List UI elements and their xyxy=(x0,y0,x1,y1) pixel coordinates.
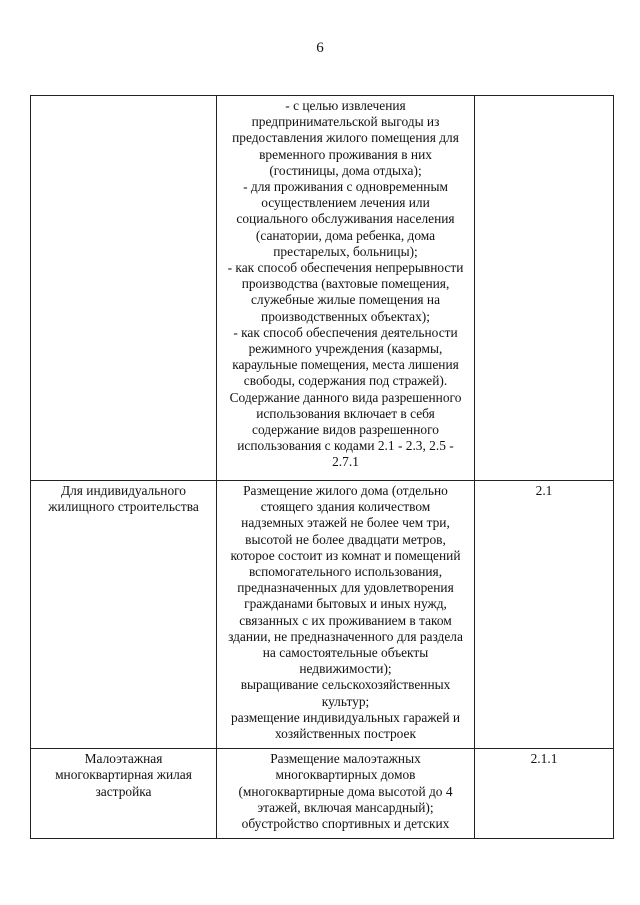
description-line: 2.7.1 xyxy=(332,454,359,470)
description-line: предназначенных для удовлетворения xyxy=(237,580,454,596)
description-line: престарелых, больницы); xyxy=(273,243,418,259)
description-line: связанных с их проживанием в таком xyxy=(239,612,452,628)
description-cell xyxy=(217,481,475,749)
use-code: 2.1.1 xyxy=(530,751,558,767)
description-line: предпринимательской выгоды из xyxy=(251,114,440,130)
use-name-line: многоквартирная жилая xyxy=(55,767,192,783)
description-line: (многоквартирные дома высотой до 4 xyxy=(238,783,453,799)
description-line: служебные жилые помещения на xyxy=(250,292,441,308)
description-line: хозяйственных построек xyxy=(274,726,416,742)
page-number: 6 xyxy=(316,40,324,56)
description-line: караульные помещения, места лишения xyxy=(232,357,459,373)
code-cell xyxy=(475,96,614,481)
description-line: (санатории, дома ребенка, дома xyxy=(255,227,436,243)
description-line: многоквартирных домов xyxy=(275,767,416,783)
use-name-cell xyxy=(31,96,217,481)
description-line: культур; xyxy=(321,693,370,709)
land-use-table xyxy=(30,95,614,839)
description-cell xyxy=(217,749,475,839)
description-line: - как способ обеспечения непрерывности xyxy=(227,260,464,276)
code-cell xyxy=(475,481,614,749)
description-line: - как способ обеспечения деятельности xyxy=(233,324,458,340)
use-name-line: жилищного строительства xyxy=(48,499,199,515)
description-line: обустройство спортивных и детских xyxy=(241,816,450,832)
description-line: стоящего здания количеством xyxy=(260,499,431,515)
description-line: производства (вахтовые помещения, xyxy=(241,276,450,292)
description-line: (гостиницы, дома отдыха); xyxy=(269,162,422,178)
description-line: предоставления жилого помещения для xyxy=(232,130,459,146)
description-line: Содержание данного вида разрешенного xyxy=(229,389,462,405)
description-line: вспомогательного использования, xyxy=(248,564,443,580)
description-line: свободы, содержания под стражей). xyxy=(243,373,448,389)
use-name-cell xyxy=(31,481,217,749)
description-line: использования включает в себя xyxy=(256,405,435,421)
description-line: размещение индивидуальных гаражей и xyxy=(231,709,460,725)
description-line: надземных этажей не более чем три, xyxy=(241,515,450,531)
description-cell xyxy=(217,96,475,481)
description-line: осуществлением лечения или xyxy=(261,195,430,211)
use-name-cell xyxy=(31,749,217,839)
table-row xyxy=(31,481,614,749)
description-line: этажей, включая мансардный); xyxy=(257,799,434,815)
description-line: временного проживания в них xyxy=(259,146,432,162)
description-line: выращивание сельскохозяйственных xyxy=(240,677,451,693)
use-name-line: застройка xyxy=(95,783,152,799)
description-line: высотой не более двадцати метров, xyxy=(245,531,446,547)
description-line: гражданами бытовых и иных нужд, xyxy=(244,596,447,612)
use-name-line: Малоэтажная xyxy=(84,751,163,767)
description-line: которое состоит из комнат и помещений xyxy=(230,547,461,563)
code-cell xyxy=(475,749,614,839)
description-line: - для проживания с одновременным xyxy=(243,179,448,195)
use-name-line: Для индивидуального xyxy=(60,483,187,498)
description-line: Размещение малоэтажных xyxy=(270,751,421,767)
description-line: производственных объектах); xyxy=(261,308,430,324)
description-line: содержание видов разрешенного xyxy=(252,422,439,438)
description-line: недвижимости); xyxy=(299,661,392,677)
use-code: 2.1 xyxy=(535,483,553,498)
description-line: Размещение жилого дома (отдельно xyxy=(243,483,448,498)
description-line: социального обслуживания населения xyxy=(236,211,455,227)
description-line: режимного учреждения (казармы, xyxy=(248,341,443,357)
table-row xyxy=(31,749,614,839)
description-line: использования с кодами 2.1 - 2.3, 2.5 - xyxy=(237,438,454,454)
description-line: на самостоятельные объекты xyxy=(262,645,429,661)
description-line: - с целью извлечения xyxy=(285,98,406,113)
description-line: здании, не предназначенного для раздела xyxy=(228,628,463,644)
table-row xyxy=(31,96,614,481)
